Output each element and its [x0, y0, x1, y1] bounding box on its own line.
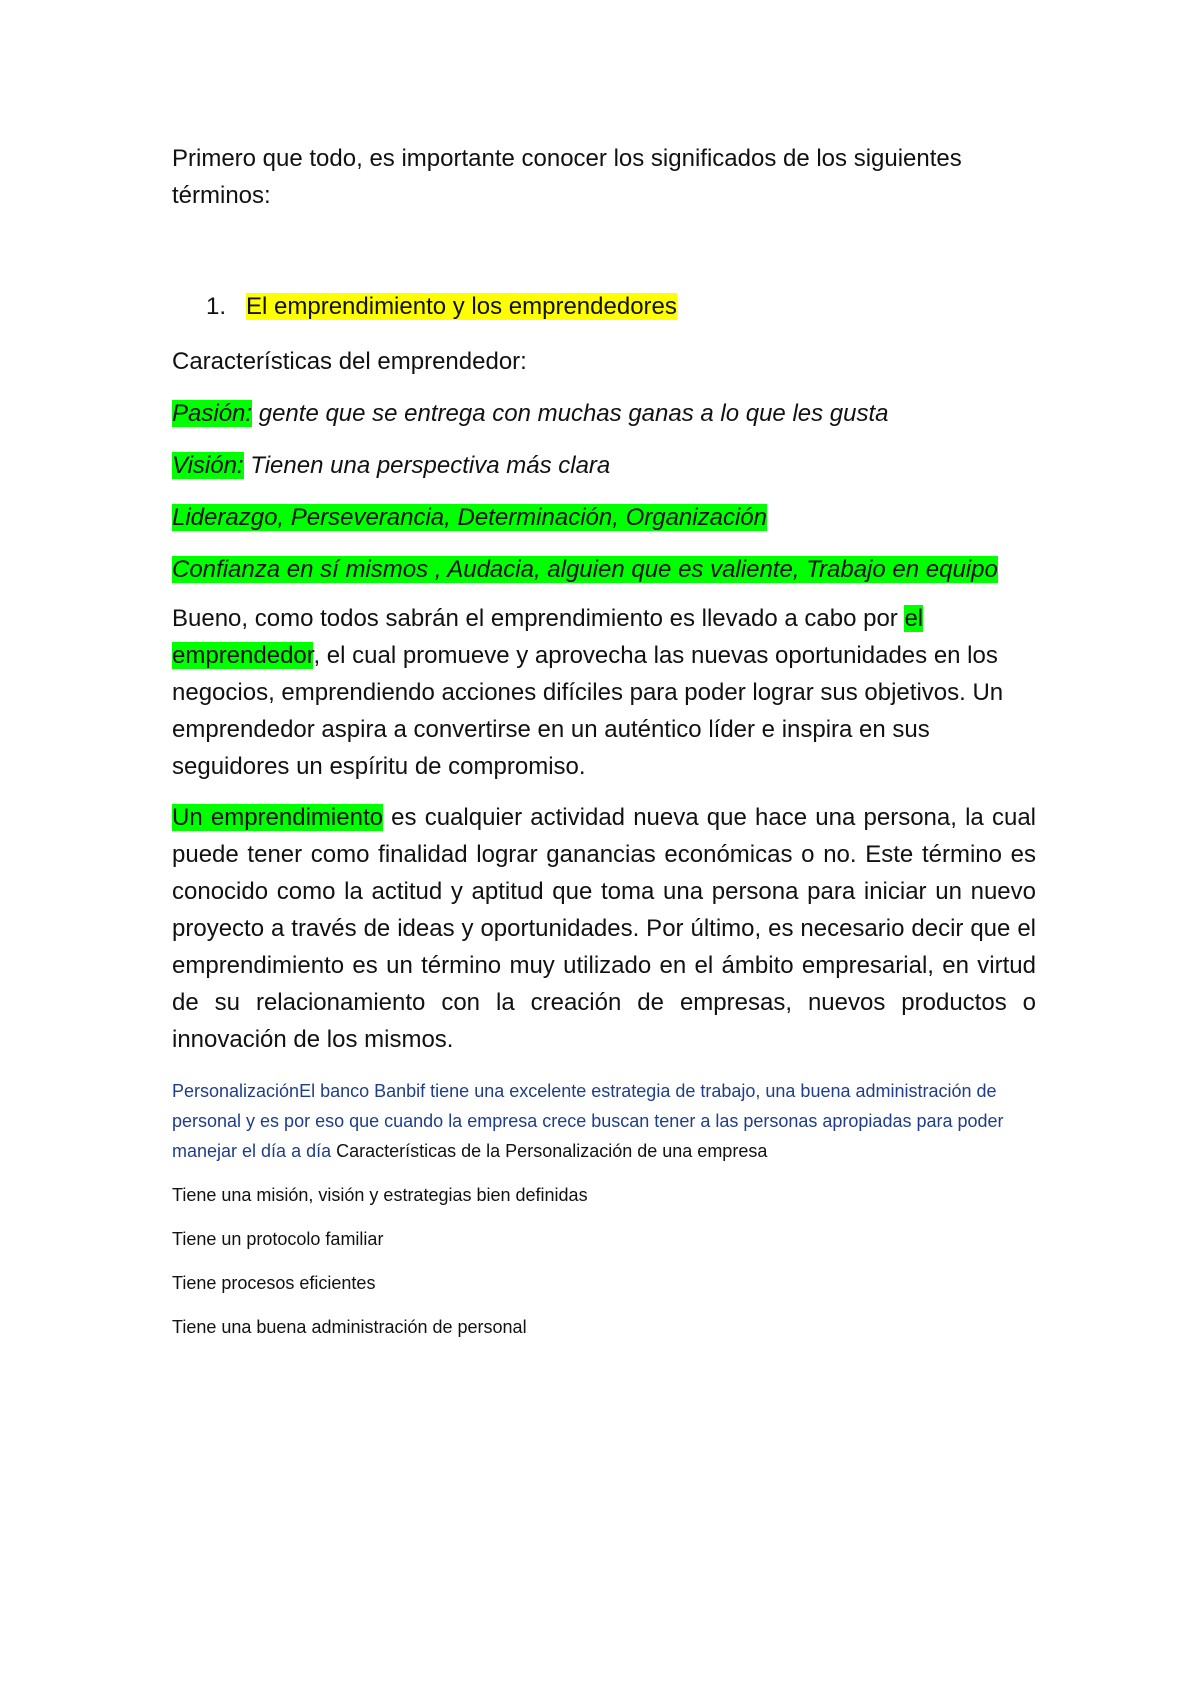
intro-paragraph: Primero que todo, es importante conocer los significados de los siguientes términos:: [172, 145, 962, 209]
trait-line-4-text: Confianza en sí mismos , Audacia, alguien que es valiente, Trabajo en equipo: [172, 556, 998, 583]
personalizacion-black-text: Características de la Personalización de una empresa: [331, 1141, 768, 1161]
paragraph-1-before: Bueno, como todos sabrán el emprendimiento es llevado a cabo por: [172, 605, 905, 632]
list-item: Tiene un protocolo familiar: [172, 1229, 384, 1249]
paragraph-1-after: , el cual promueve y aprovecha las nuevas oportunidades en los negocios, emprendiendo acciones difíciles para poder lograr sus objetivos. Un emprendedor aspira a convertirse en un auténtico líder e inspira en sus seguidores un espíritu de compromiso.: [172, 642, 1004, 780]
trait-line-4: [172, 551, 1036, 588]
paragraph-2-highlight: Un emprendimiento: [172, 804, 383, 831]
trait-vision: [172, 447, 1036, 484]
list-item: Tiene procesos eficientes: [172, 1273, 376, 1293]
trait-line-3: [172, 499, 1036, 536]
paragraph-emprendedor: [172, 600, 1036, 785]
list-item: Tiene una buena administración de personal: [172, 1317, 527, 1337]
trait-pasion-label: Pasión:: [172, 400, 253, 427]
trait-vision-label: Visión:: [172, 452, 244, 479]
list-item-label: [246, 288, 677, 325]
trait-pasion-text: gente que se entrega con muchas ganas a lo que les gusta: [252, 400, 889, 427]
personalizacion-blue-text: PersonalizaciónEl banco Banbif tiene una excelente estrategia de trabajo, una buena administración de personal y es por eso que cuando la empresa crece buscan tener a las personas apropiadas para poder manejar el día a día: [172, 1081, 1004, 1161]
numbered-list-item: [172, 288, 1036, 325]
list-number: 1.: [206, 293, 227, 320]
paragraph-2-after: es cualquier actividad nueva que hace una persona, la cual puede tener como finalidad lograr ganancias económicas o no. Este término es conocido como la actitud y aptitud que toma una persona para iniciar un nuevo proyecto a través de ideas y oportunidades. Por último, es necesario decir que el emprendimiento es un término muy utilizado en el ámbito empresarial, en virtud de su relacionamiento con la creación de empresas, nuevos productos o innovación de los mismos.: [172, 804, 1036, 1053]
list-item: Tiene una misión, visión y estrategias bien definidas: [172, 1185, 588, 1205]
document-page: [172, 140, 1036, 1342]
trait-pasion: [172, 395, 1036, 432]
paragraph-1-highlight: el emprendedor: [172, 605, 924, 669]
trait-vision-text: Tienen una perspectiva más clara: [243, 452, 611, 479]
paragraph-emprendimiento: [172, 799, 1036, 1058]
yellow-highlight: El emprendimiento y los emprendedores: [246, 293, 677, 320]
personalizacion-paragraph: [172, 1076, 1036, 1166]
trait-line-3-text: Liderazgo, Perseverancia, Determinación, Organización: [172, 504, 767, 531]
characteristics-heading: Características del emprendedor:: [172, 348, 527, 375]
